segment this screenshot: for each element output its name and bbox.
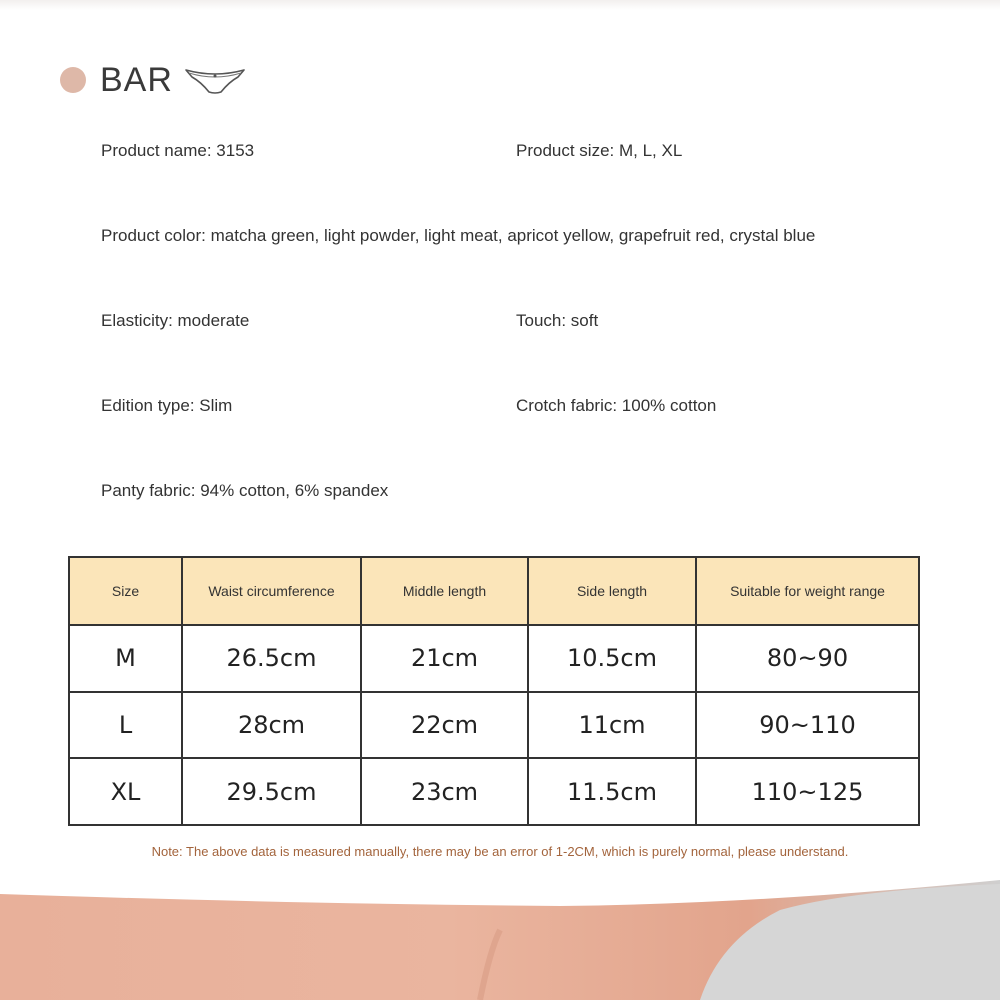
spec-elasticity: Elasticity: moderate bbox=[101, 311, 250, 330]
cell-waist: 26.5cm bbox=[182, 625, 361, 692]
spec-product-size: Product size: M, L, XL bbox=[516, 141, 683, 160]
bullet-dot bbox=[60, 67, 86, 93]
spec-touch: Touch: soft bbox=[516, 311, 599, 330]
cell-size: L bbox=[69, 692, 182, 759]
cell-weight-range: 90~110 bbox=[696, 692, 919, 759]
cell-side-length: 10.5cm bbox=[528, 625, 696, 692]
spec-crotch-fabric: Crotch fabric: 100% cotton bbox=[516, 396, 717, 415]
cell-middle-length: 22cm bbox=[361, 692, 528, 759]
cell-size: M bbox=[69, 625, 182, 692]
spec-edition-type: Edition type: Slim bbox=[101, 396, 233, 415]
table-row bbox=[69, 758, 919, 825]
spec-product-color: Product color: matcha green, light powder, light meat, apricot yellow, grapefruit red, crystal blue bbox=[101, 226, 816, 245]
spec-panty-fabric: Panty fabric: 94% cotton, 6% spandex bbox=[101, 481, 389, 500]
section-title: BAR bbox=[100, 60, 173, 99]
cell-weight-range: 80~90 bbox=[696, 625, 919, 692]
cell-middle-length: 21cm bbox=[361, 625, 528, 692]
header-waist: Waist circumference bbox=[182, 557, 361, 625]
cell-middle-length: 23cm bbox=[361, 758, 528, 825]
header-size: Size bbox=[69, 557, 182, 625]
measurement-note: Note: The above data is measured manually, there may be an error of 1-2CM, which is purely normal, please understand. bbox=[151, 844, 849, 859]
header-side-length: Side length bbox=[528, 557, 696, 625]
section-header bbox=[60, 56, 247, 104]
cell-side-length: 11.5cm bbox=[528, 758, 696, 825]
size-chart-table bbox=[68, 556, 920, 826]
header-middle-length: Middle length bbox=[361, 557, 528, 625]
table-header-row bbox=[69, 557, 919, 625]
cell-waist: 29.5cm bbox=[182, 758, 361, 825]
spec-product-name: Product name: 3153 bbox=[101, 141, 255, 160]
cell-side-length: 11cm bbox=[528, 692, 696, 759]
model-photo-crop bbox=[0, 870, 1000, 1000]
top-fade bbox=[0, 0, 1000, 10]
cell-weight-range: 110~125 bbox=[696, 758, 919, 825]
cell-waist: 28cm bbox=[182, 692, 361, 759]
briefs-outline-icon bbox=[183, 64, 247, 96]
table-row bbox=[69, 625, 919, 692]
cell-size: XL bbox=[69, 758, 182, 825]
table-row bbox=[69, 692, 919, 759]
header-weight-range: Suitable for weight range bbox=[696, 557, 919, 625]
